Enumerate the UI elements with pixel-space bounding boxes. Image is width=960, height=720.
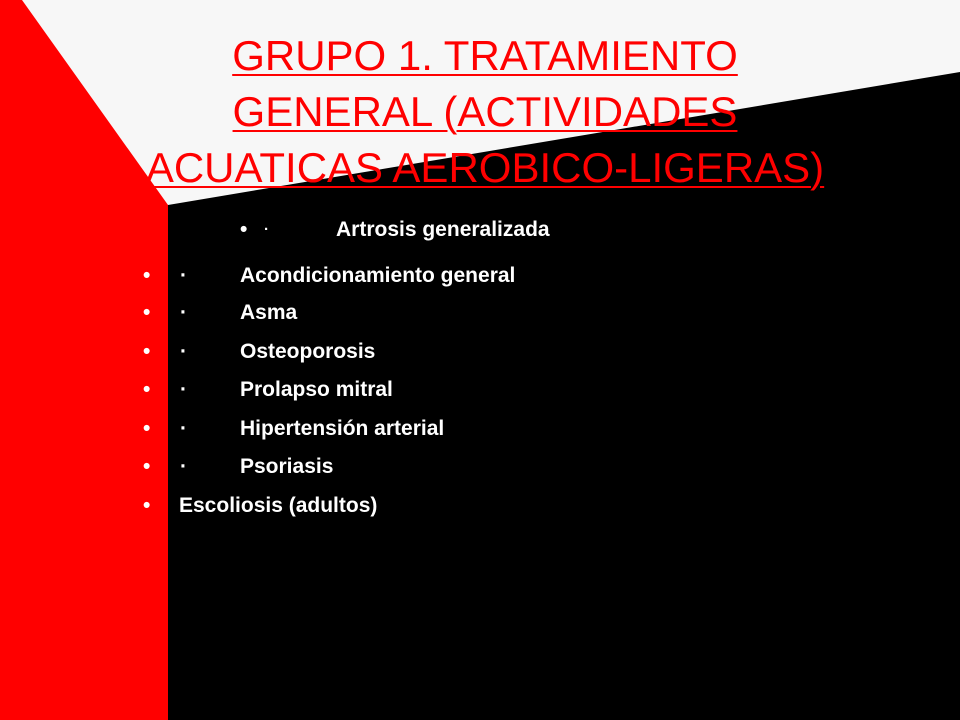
middot-icon: · [180,340,187,363]
list-item-text: Osteoporosis [240,340,376,363]
title-line-1: GRUPO 1. TRATAMIENTO [232,32,738,79]
list-item-text: Hipertensión arterial [240,417,445,440]
title-line-2: GENERAL (ACTIVIDADES [232,88,738,135]
title-line-3: ACUATICAS AEROBICO-LIGERAS) [145,144,825,191]
list-item-text: Psoriasis [240,455,334,478]
bullet-icon: • [143,455,151,478]
bullet-icon: • [143,417,151,440]
bullet-icon: • [143,494,151,517]
bullet-icon: • [143,301,151,324]
middot-icon: · [264,221,269,238]
list-item-text: Prolapso mitral [240,378,393,401]
bullet-icon: • [143,340,151,363]
bullet-icon: • [143,264,151,287]
middot-icon: · [180,301,187,324]
middot-icon: · [180,417,187,440]
list-item-text: Artrosis generalizada [336,218,550,241]
middot-icon: · [180,455,187,478]
bullet-icon: • [143,378,151,401]
middot-icon: · [180,264,187,287]
slide-title [100,28,870,196]
list-item-text: Escoliosis (adultos) [179,494,378,517]
middot-icon: · [180,378,187,401]
list-item-text: Asma [240,301,298,324]
bullet-icon: • [240,218,248,241]
list-item-text: Acondicionamiento general [240,264,516,287]
